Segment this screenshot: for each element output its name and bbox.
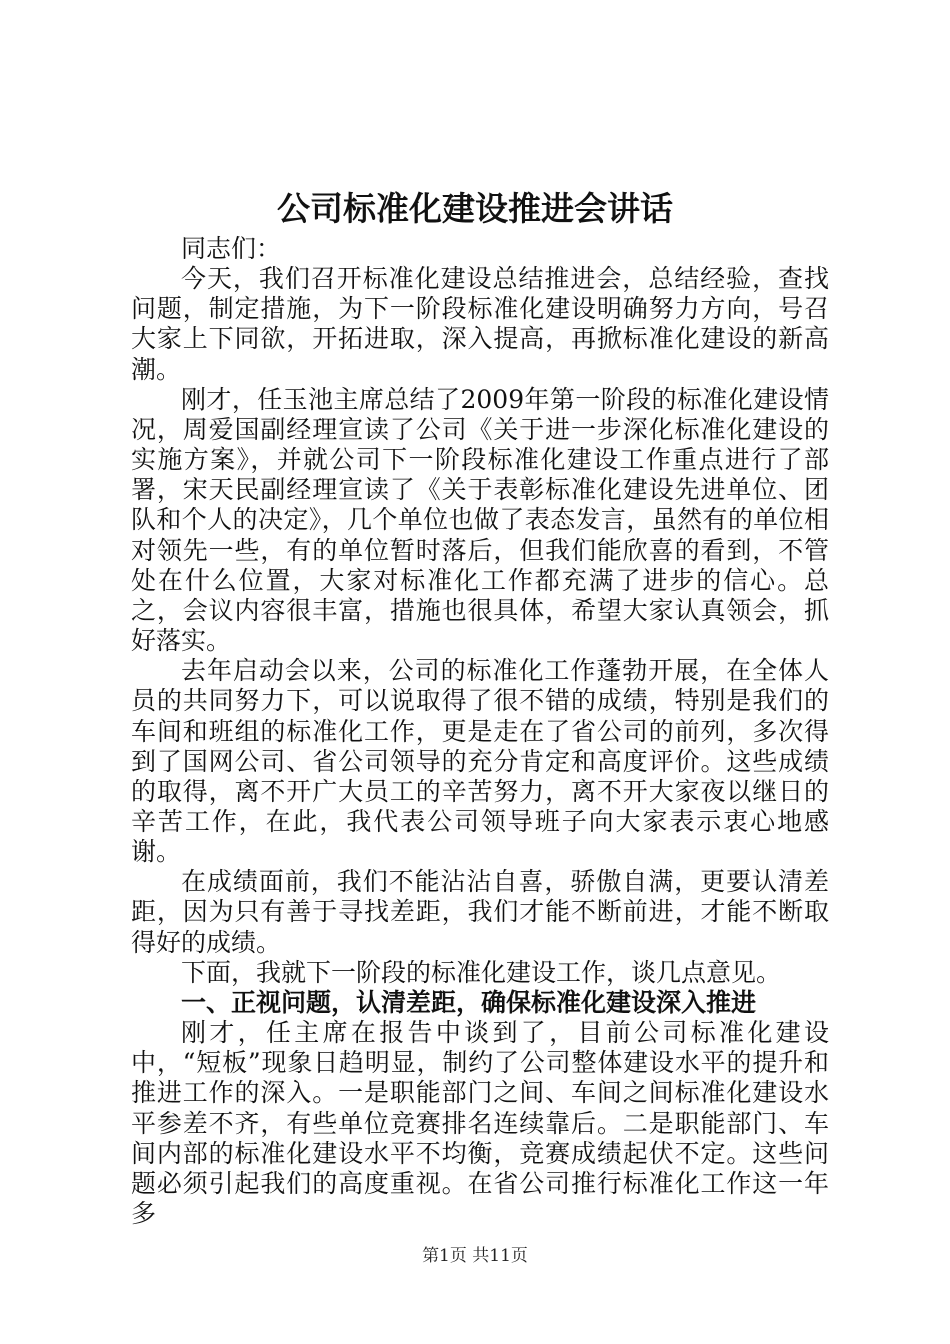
document-body — [131, 234, 829, 1229]
greeting-paragraph: 同志们： — [181, 234, 282, 263]
body-paragraph: 刚才，任玉池主席总结了2009年第一阶段的标准化建设情况，周爱国副经理宣读了公司《关于进一步深化标准化建设的实施方案》，并就公司下一阶段标准化建设工作重点进行了部署，宋天民副经理宣读了《关于表彰标准化建设先进单位、团队和个人的决定》，几个单位也做了表态发言，虽然有的单位相对领先一些，有的单位暂时落后，但我们能欣喜的看到，不管处在什么位置，大家对标准化工作都充满了进步的信心。总之，会议内容很丰富，措施也很具体，希望大家认真领会，抓好落实。 — [131, 384, 829, 656]
page-number-footer: 第1页 共11页 — [422, 1246, 528, 1266]
body-paragraph: 下面，我就下一阶段的标准化建设工作，谈几点意见。 — [181, 957, 782, 987]
body-paragraph: 在成绩面前，我们不能沾沾自喜，骄傲自满，更要认清差距，因为只有善于寻找差距，我们才能不断前进，才能不断取得好的成绩。 — [131, 867, 829, 957]
body-paragraph: 去年启动会以来，公司的标准化工作蓬勃开展，在全体人员的共同努力下，可以说取得了很不错的成绩，特别是我们的车间和班组的标准化工作，更是走在了省公司的前列，多次得到了国网公司、省公司领导的充分肯定和高度评价。这些成绩的取得，离不开广大员工的辛苦努力，离不开大家夜以继日的辛苦工作，在此，我代表公司领导班子向大家表示衷心地感谢。 — [131, 656, 829, 867]
body-paragraph: 今天，我们召开标准化建设总结推进会，总结经验，查找问题，制定措施，为下一阶段标准化建设明确努力方向，号召大家上下同欲，开拓进取，深入提高，再掀标准化建设的新高潮。 — [131, 264, 829, 384]
document-title: 公司标准化建设推进会讲话 — [277, 189, 673, 228]
body-paragraph: 刚才，任主席在报告中谈到了，目前公司标准化建设中，“短板”现象日趋明显，制约了公司整体建设水平的提升和推进工作的深入。一是职能部门之间、车间之间标准化建设水平参差不齐，有些单位竞赛排名连续靠后。二是职能部门、车间内部的标准化建设水平不均衡，竞赛成绩起伏不定。这些问题必须引起我们的高度重视。在省公司推行标准化工作这一年多 — [131, 1018, 829, 1228]
section-heading: 一、正视问题，认清差距，确保标准化建设深入推进 — [181, 987, 757, 1017]
